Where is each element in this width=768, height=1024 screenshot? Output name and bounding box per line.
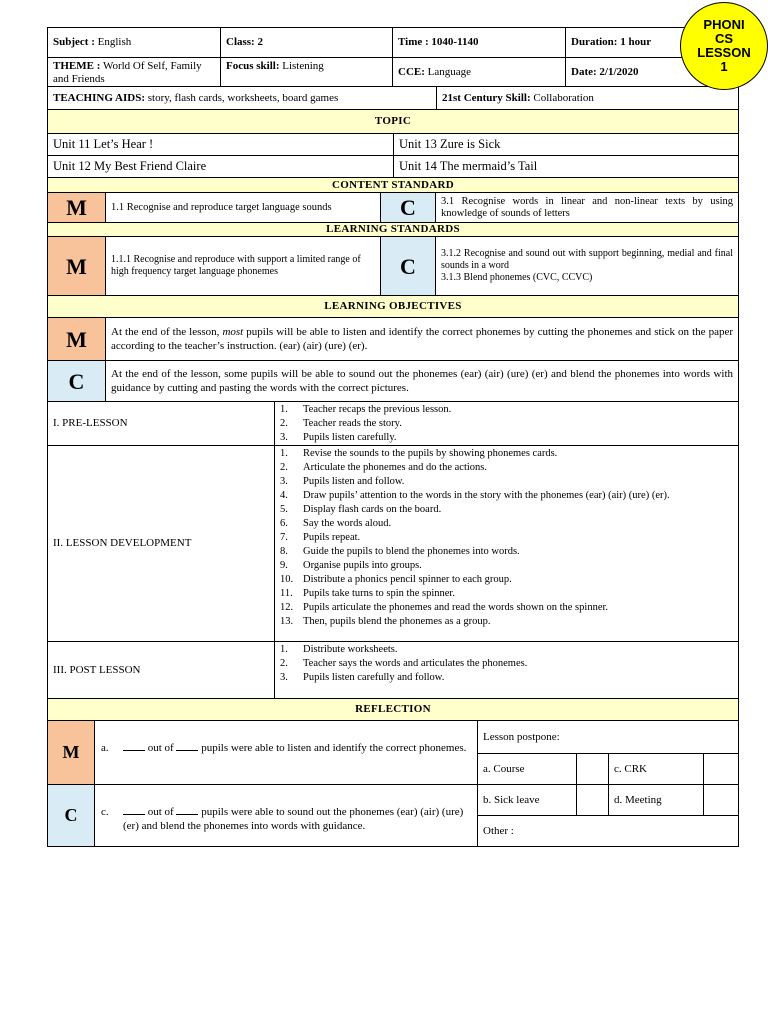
standards-c-letter: C xyxy=(380,236,436,296)
step-item xyxy=(275,461,738,475)
standards-m-letter: M xyxy=(47,236,106,296)
badge-line-3: LESSON xyxy=(697,45,751,60)
theme-value: World Of Self, Family and Friends xyxy=(53,60,202,85)
step-number: 7. xyxy=(280,532,288,543)
post-lesson-list xyxy=(275,643,738,685)
pre-lesson-list xyxy=(275,403,738,445)
standards-c-line2: 3.1.3 Blend phonemes (CVC, CCVC) xyxy=(441,272,593,283)
step-number: 5. xyxy=(280,504,288,515)
subject-cell xyxy=(47,27,221,58)
objectives-m-text xyxy=(105,317,739,361)
reflection-c-blank-1[interactable] xyxy=(123,806,145,815)
option-sick-leave: b. Sick leave xyxy=(477,784,577,816)
step-item xyxy=(275,671,738,685)
lesson-postpone-label: Lesson postpone: xyxy=(477,720,739,754)
reflection-m-statement: pupils were able to listen and identify the correct phonemes. xyxy=(201,742,467,754)
step-item xyxy=(275,587,738,601)
cce-value: Language xyxy=(427,65,472,78)
step-number: 13. xyxy=(280,616,294,627)
step-text: Draw pupils’ attention to the words in the story with the phonemes (ear) (air) (ure) (er). xyxy=(303,490,670,501)
content-c-text: 3.1 Recognise words in linear and non-linear texts by using knowledge of sounds of letters xyxy=(435,192,739,223)
reflection-c-text xyxy=(94,784,478,847)
step-number: 8. xyxy=(280,546,288,557)
class-cell xyxy=(220,27,393,58)
option-crk: c. CRK xyxy=(608,753,704,785)
post-lesson-steps xyxy=(274,641,739,699)
reflection-m-blank-1[interactable] xyxy=(123,742,145,751)
option-course: a. Course xyxy=(477,753,577,785)
unit-12: Unit 12 My Best Friend Claire xyxy=(47,155,394,178)
century-skill-cell xyxy=(436,86,739,110)
post-lesson-label: III. POST LESSON xyxy=(47,641,275,699)
option-course-checkbox[interactable] xyxy=(576,753,609,785)
step-text: Teacher says the words and articulates the phonemes. xyxy=(303,658,528,669)
badge-line-2: CS xyxy=(714,31,734,46)
unit-14: Unit 14 The mermaid’s Tail xyxy=(393,155,739,178)
teaching-aids-value: story, flash cards, worksheets, board games xyxy=(147,91,339,104)
century-skill-value: Collaboration xyxy=(533,91,594,104)
reflection-m-text xyxy=(94,720,478,785)
time-value: 1040-1140 xyxy=(431,36,479,48)
content-standard-heading: CONTENT STANDARD xyxy=(47,177,739,193)
step-number: 11. xyxy=(280,588,293,599)
development-steps xyxy=(274,445,739,642)
step-item xyxy=(275,417,738,431)
subject-value: English xyxy=(97,36,132,48)
step-number: 2. xyxy=(280,418,288,429)
unit-11: Unit 11 Let’s Hear ! xyxy=(47,133,394,156)
step-item xyxy=(275,531,738,545)
objectives-c-letter: C xyxy=(47,360,106,402)
step-number: 3. xyxy=(280,432,288,443)
option-crk-checkbox[interactable] xyxy=(703,753,739,785)
content-m-letter: M xyxy=(47,192,106,223)
step-text: Pupils articulate the phonemes and read the words shown on the spinner. xyxy=(303,602,609,613)
step-text: Revise the sounds to the pupils by showing phonemes cards. xyxy=(303,448,558,459)
century-skill-label: 21st Century Skill: xyxy=(442,91,531,104)
step-text: Teacher reads the story. xyxy=(303,418,402,429)
reflection-c-letter: C xyxy=(47,784,95,847)
step-number: 1. xyxy=(280,644,288,655)
reflection-m-out-of: out of xyxy=(147,742,174,754)
teaching-aids-label: TEACHING AIDS: xyxy=(53,91,145,104)
phonics-lesson-badge xyxy=(680,2,768,90)
theme-cell xyxy=(47,57,221,87)
other-field[interactable]: Other : xyxy=(477,815,739,847)
step-text: Guide the pupils to blend the phonemes into words. xyxy=(303,546,520,557)
theme-label: THEME : xyxy=(53,60,101,72)
content-m-text: 1.1 Recognise and reproduce target language sounds xyxy=(105,192,381,223)
badge-line-4: 1 xyxy=(720,59,728,74)
step-text: Organise pupils into groups. xyxy=(303,560,422,571)
subject-label: Subject : xyxy=(53,36,95,48)
step-text: Pupils listen carefully. xyxy=(303,432,397,443)
step-number: 10. xyxy=(280,574,294,585)
class-value: 2 xyxy=(257,36,263,48)
step-number: 3. xyxy=(280,476,288,487)
step-item xyxy=(275,475,738,489)
step-item xyxy=(275,657,738,671)
class-label: Class: xyxy=(226,36,255,48)
step-item xyxy=(275,431,738,445)
duration-label: Duration: xyxy=(571,36,618,48)
step-number: 1. xyxy=(280,448,288,459)
step-item xyxy=(275,573,738,587)
step-item xyxy=(275,517,738,531)
topic-heading: TOPIC xyxy=(47,109,739,134)
time-cell xyxy=(392,27,566,58)
step-text: Display flash cards on the board. xyxy=(303,504,442,515)
step-number: 2. xyxy=(280,658,288,669)
focus-skill-value: Listening xyxy=(282,60,324,72)
standards-c-line1: 3.1.2 Recognise and sound out with support beginning, medial and final sounds in a word xyxy=(441,248,733,271)
unit-13: Unit 13 Zure is Sick xyxy=(393,133,739,156)
date-value: 2/1/2020 xyxy=(599,65,639,78)
option-meeting: d. Meeting xyxy=(608,784,704,816)
pre-lesson-steps xyxy=(274,401,739,446)
step-text: Pupils repeat. xyxy=(303,532,361,543)
step-number: 6. xyxy=(280,518,288,529)
standards-c-text xyxy=(435,236,739,296)
objectives-m-emphasis: most xyxy=(222,326,244,338)
step-text: Distribute worksheets. xyxy=(303,644,398,655)
step-text: Pupils listen carefully and follow. xyxy=(303,672,445,683)
step-item xyxy=(275,447,738,461)
step-item xyxy=(275,489,738,503)
reflection-c-blank-2[interactable] xyxy=(176,806,198,815)
step-item xyxy=(275,615,738,629)
step-item xyxy=(275,643,738,657)
reflection-c-statement: pupils were able to sound out the phonemes (ear) (air) (ure) (er) and blend the phonemes into words with guidance. xyxy=(123,806,464,832)
option-meeting-checkbox[interactable] xyxy=(703,784,739,816)
step-number: 3. xyxy=(280,672,288,683)
step-text: Pupils listen and follow. xyxy=(303,476,405,487)
cce-cell xyxy=(392,57,566,87)
step-text: Say the words aloud. xyxy=(303,518,392,529)
development-list xyxy=(275,447,738,629)
reflection-m-marker: a. xyxy=(101,742,109,754)
objectives-c-text: At the end of the lesson, some pupils will be able to sound out the phonemes (ear) (air) (ure) (er) and blend the phonemes into words with guidance by cutting and pasting the words with the correct pictures. xyxy=(105,360,739,402)
step-number: 12. xyxy=(280,602,294,613)
step-text: Distribute a phonics pencil spinner to each group. xyxy=(303,574,512,585)
step-item xyxy=(275,503,738,517)
focus-skill-cell xyxy=(220,57,393,87)
reflection-c-marker: c. xyxy=(101,806,109,818)
teaching-aids-cell xyxy=(47,86,437,110)
step-number: 4. xyxy=(280,490,288,501)
step-item xyxy=(275,403,738,417)
step-item xyxy=(275,559,738,573)
step-text: Teacher recaps the previous lesson. xyxy=(303,404,452,415)
step-number: 9. xyxy=(280,560,288,571)
option-sick-leave-checkbox[interactable] xyxy=(576,784,609,816)
time-label: Time : xyxy=(398,36,429,48)
development-label: II. LESSON DEVELOPMENT xyxy=(47,445,275,642)
step-text: Pupils take turns to spin the spinner. xyxy=(303,588,455,599)
reflection-heading: REFLECTION xyxy=(47,698,739,721)
step-number: 2. xyxy=(280,462,288,473)
reflection-m-blank-2[interactable] xyxy=(176,742,198,751)
step-item xyxy=(275,601,738,615)
step-text: Then, pupils blend the phonemes as a group. xyxy=(303,616,491,627)
reflection-c-out-of: out of xyxy=(147,806,174,818)
objectives-m-letter: M xyxy=(47,317,106,361)
learning-standards-heading: LEARNING STANDARDS xyxy=(47,222,739,237)
duration-value: 1 hour xyxy=(620,36,652,48)
standards-m-text: 1.1.1 Recognise and reproduce with support a limited range of high frequency target language phonemes xyxy=(105,236,381,296)
objectives-m-post: pupils will be able to listen and identify the correct phonemes by cutting the phonemes and stick on the paper according to the teacher’s instruction. (ear) (air) (ure) (er). xyxy=(111,326,733,352)
pre-lesson-label: I. PRE-LESSON xyxy=(47,401,275,446)
step-number: 1. xyxy=(280,404,288,415)
cce-label: CCE: xyxy=(398,65,425,78)
badge-line-1: PHONI xyxy=(703,17,745,32)
step-text: Articulate the phonemes and do the actions. xyxy=(303,462,487,473)
date-label: Date: xyxy=(571,65,597,78)
content-c-letter: C xyxy=(380,192,436,223)
step-item xyxy=(275,545,738,559)
focus-skill-label: Focus skill: xyxy=(226,60,280,72)
objectives-heading: LEARNING OBJECTIVES xyxy=(47,295,739,318)
objectives-m-pre: At the end of the lesson, xyxy=(111,326,220,338)
reflection-m-letter: M xyxy=(47,720,95,785)
